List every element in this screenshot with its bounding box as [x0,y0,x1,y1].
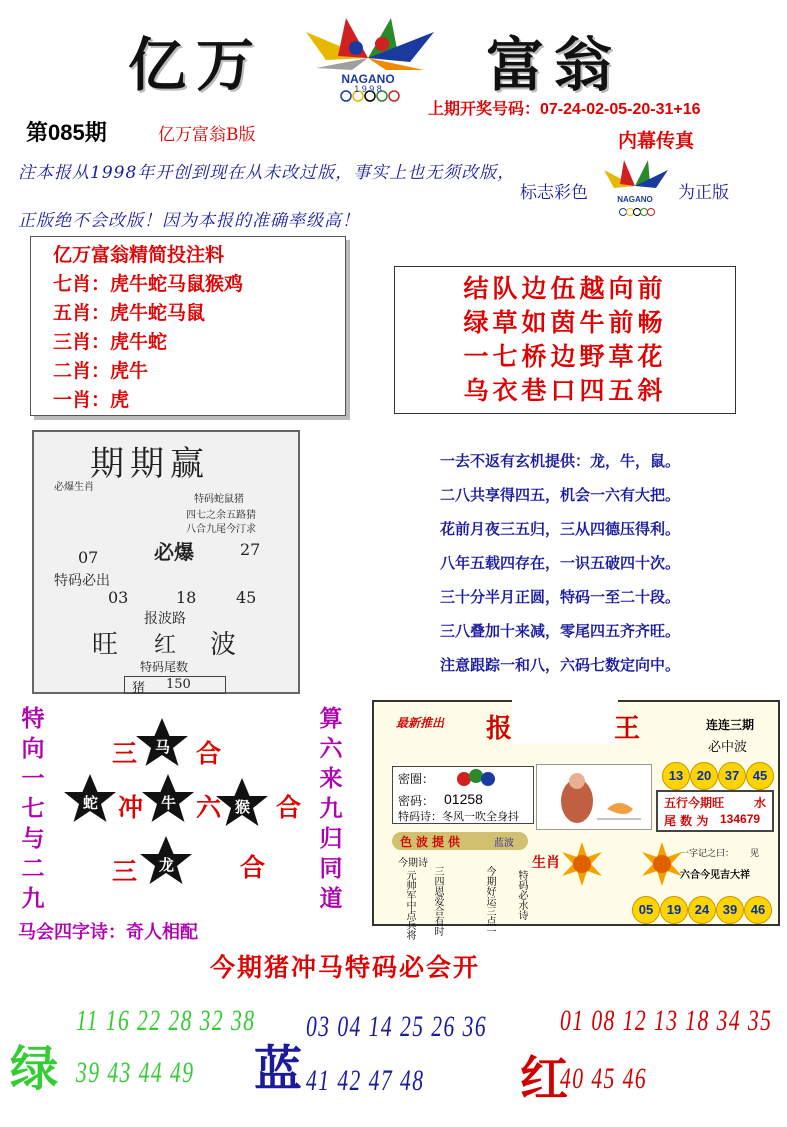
scan-num-2: 27 [240,540,261,559]
logo-text: NAGANO [341,72,395,86]
scan-line-1: 必爆生肖 [54,482,94,493]
ad-balls-icon [456,768,496,788]
ad-col-1: 元帅军中点兵将 [404,870,415,940]
left-col-char: 向 [21,735,45,762]
he-1: 合 [196,739,222,768]
right-col-char: 算 [319,705,343,732]
title-right: 富翁 [486,31,623,99]
liu: 六 [196,793,222,822]
san-1: 三 [112,739,138,768]
ad-shengxiao: 生肖 [532,855,560,871]
right-col-char: 六 [319,735,343,762]
picks-line-2: 二肖：虎牛 [53,360,149,382]
scan-title: 期期赢 [90,444,210,484]
ball-top: 13 [662,762,690,790]
left-col-char: 七 [21,795,45,822]
scan-bao: 必爆 [154,540,194,564]
ad-weishu-val: 134679 [720,812,761,826]
logo-note-left: 标志彩色 [520,183,588,203]
right-col-char: 道 [319,885,343,912]
sun-burst-icon [640,842,684,886]
monk-figure-icon [537,765,653,831]
left-col-char: 二 [21,855,45,882]
ad-wuxing-val: 水 [754,796,767,810]
ball-top: 20 [690,762,718,790]
left-col-char: 特 [21,705,45,732]
right-poem-line-4: 八年五载四存在，一识五破四十次。 [440,554,681,572]
ad-jinqi: 今期诗 [398,858,428,869]
ad-wuxing: 五行今期旺 [664,796,725,810]
scan-num-3: 03 [108,588,129,607]
edition-label: 亿万富翁B版 [158,125,256,145]
scan-bo: 波 [210,630,237,660]
picks-line-3: 三肖：虎牛蛇 [53,331,168,353]
ad-image [536,764,652,830]
right-poem-line-6: 三八叠加十来减，零尾四五齐齐旺。 [440,622,681,640]
scan-num-1: 07 [78,548,99,567]
picks-line-5: 五肖：虎牛蛇马鼠 [53,302,206,324]
sun-burst-icon [560,842,604,886]
ball-bottom: 46 [744,896,772,924]
right-poem-line-5: 三十分半月正圆，特码一至二十段。 [440,588,681,606]
ad-bo-val: 蓝波 [494,838,514,849]
ball-top: 37 [718,762,746,790]
ad-sun-1 [560,842,604,886]
logo-note-right: 为正版 [678,183,729,203]
chong: 冲 [118,793,144,822]
left-col-char: 九 [21,885,45,912]
ad-col-4: 特码必水诗 [516,870,527,920]
four-char-poem: 马会四字诗：奇人相配 [18,922,198,943]
ad-yizi-val: 见 [750,849,760,859]
right-col-char: 来 [319,765,343,792]
picks-title: 亿万富翁精简投注料 [53,244,225,266]
scan-line-3: 四七之余五路猜 [186,510,256,521]
green-row-1: 11 16 22 28 32 38 [76,1004,256,1037]
right-col-char: 同 [319,855,343,882]
ball-bottom: 19 [660,896,688,924]
scan-hong: 红 [154,633,177,658]
red-row-1: 01 08 12 13 18 34 35 [560,1004,773,1037]
ad-weishu: 尾 数 为 [664,814,709,828]
blue-row-2: 41 42 47 48 [306,1064,425,1097]
ad-col-3: 今期好运三点一 [484,866,495,936]
right-col-char: 九 [319,795,343,822]
ma-label: 马 [155,738,171,756]
ad-brand-1: 报 [486,714,513,744]
title-left: 亿万 [128,31,265,99]
picks-line-7: 七肖：虎牛蛇马鼠猴鸡 [53,273,244,295]
ad-tema: 特码诗：冬风一吹全身抖 [398,810,519,823]
right-poem-line-7: 注意跟踪一和八，六码七数定向中。 [440,656,681,674]
right-poem-line-3: 花前月夜三五归，三从四德压得利。 [440,520,681,538]
ad-white-cutout [512,688,618,744]
right-poem-line-2: 二八共享得四五，机会一六有大把。 [440,486,681,504]
poem-line-4: 乌衣巷口四五斜 [463,376,667,405]
green-label: 绿 [10,1041,59,1097]
fax-label: 内幕传真 [618,130,695,152]
ad-mi-shou: 密圈： [398,772,435,786]
scan-num-6: 150 [166,677,191,692]
long-label: 龙 [159,856,175,874]
ad-bi: 必中波 [708,740,748,755]
scan-wang: 旺 [92,630,119,660]
poem-line-3: 一七桥边野草花 [463,342,667,371]
logo-year: 1 9 9 8 [354,84,382,94]
scan-bolu: 报波路 [144,611,186,627]
poem-line-2: 绿草如茵牛前畅 [463,308,667,337]
scan-tema: 特码必出 [54,573,110,589]
red-label: 红 [520,1051,569,1107]
she-label: 蛇 [83,794,99,812]
scan-weishu: 特码尾数 [140,660,189,674]
red-row-2: 40 45 46 [560,1062,648,1095]
ball-bottom: 39 [716,896,744,924]
last-draw-numbers: 上期开奖号码：07-24-02-05-20-31+16 [428,101,701,118]
scan-zhu: 猪 [132,681,146,696]
niu-label: 牛 [161,794,177,812]
ball-top: 45 [746,762,774,790]
left-col-char: 与 [21,825,45,852]
ad-col-2: 三四恩爱合有时 [432,866,443,936]
hou-label: 猴 [235,798,251,816]
ad-liuhe: 六合今见吉大祥 [680,870,750,881]
balls-cluster-icon [456,768,496,788]
ad-mima: 密码： [398,794,435,808]
ball-bottom: 24 [688,896,716,924]
scan-line-4: 八合九尾今汀求 [186,524,256,535]
issue-number: 第085期 [26,120,107,145]
blue-label: 蓝 [254,1041,303,1097]
ball-bottom: 05 [632,896,660,924]
ad-brand-2: 王 [614,714,641,744]
blue-row-1: 03 04 14 25 26 36 [306,1010,488,1043]
ad-bo-label: 色波提供 [400,835,465,849]
green-row-2: 39 43 44 49 [76,1056,195,1089]
scan-num-5: 45 [236,588,257,607]
picks-line-1: 一肖：虎 [53,389,130,411]
he-2: 合 [276,793,302,822]
ad-streak: 连连三期 [706,718,755,732]
scan-line-2: 特码蛇鼠猪 [194,494,244,505]
headline: 今期猪冲马特码必会开 [210,953,481,982]
right-poem-line-1: 一去不返有玄机提供：龙，牛，鼠。 [440,452,681,470]
notice-line-1: 注本报从1998年开创到现在从未改过版，事实上也无须改版， [18,163,516,183]
ad-panel [372,700,780,940]
he-3: 合 [240,853,266,882]
notice-line-2: 正版绝不会改版！因为本报的准确率级高！ [18,211,360,231]
ad-mima-val: 01258 [444,791,483,807]
scan-num-4: 18 [176,588,197,607]
ad-latest: 最新推出 [396,716,445,730]
san-2: 三 [112,857,138,886]
svg-text:NAGANO: NAGANO [617,195,653,204]
ad-sun-2 [640,842,684,886]
left-col-char: 一 [21,765,45,792]
ad-yizi: 一字记之曰： [680,849,735,859]
right-col-char: 归 [319,825,343,852]
poem-line-1: 结队边伍越向前 [463,274,667,303]
